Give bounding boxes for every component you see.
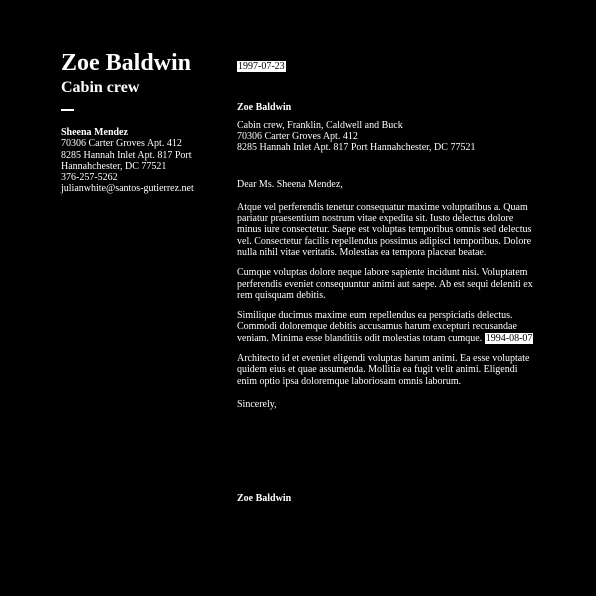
paragraph-4: Architecto id et eveniet eligendi voluptas harum animi. Ea esse voluptate quidem eius et quae assumenda. Mollitia ea fugit velit animi. Eligendi enim optio ipsa doloremque laboriosam omnis laborum.	[237, 353, 530, 387]
closing: Sincerely,	[237, 398, 277, 410]
paragraph-3-text: Similique ducimus maxime eum repellendus ea perspiciatis delectus. Commodi doloremque debitis accusamus harum excepturi recusandae veniam. Minima esse blanditiis odit molestias totam cumque.	[237, 310, 517, 344]
paragraph-2: Cumque voluptas dolore neque labore sapiente incidunt nisi. Voluptatem perferendis eveniet consequuntur animi aut saepe. Ab est sequi deleniti ex rem quisquam debitis.	[237, 267, 533, 301]
recipient-line1: Cabin crew, Franklin, Caldwell and Buck	[237, 119, 403, 131]
contact-address-line2: 8285 Hannah Inlet Apt. 817 Port	[61, 149, 192, 161]
letter-date: 1997-07-23	[238, 61, 285, 72]
contact-address-line1: 70306 Carter Groves Apt. 412	[61, 138, 182, 150]
contact-name: Sheena Mendez	[61, 127, 128, 138]
salutation: Dear Ms. Sheena Mendez,	[237, 179, 343, 191]
paragraph-1: Atque vel perferendis tenetur consequatur maxime voluptatibus a. Quam pariatur praesentium nostrum vitae expedita sit. Iusto delectus dolore minus iure consectetur. Saepe est voluptas temporibus omnis sed delectus vel. Consectetur facilis repellendus possimus adipisci temporibus. Dolore nulla nihil vitae veritatis. Molestias ea tempora placeat beatae.	[237, 201, 532, 258]
contact-email: julianwhite@santos-gutierrez.net	[61, 183, 194, 195]
contact-address-line3: Hannahchester, DC 77521	[61, 160, 167, 172]
letter-body	[237, 61, 537, 410]
recipient-line3: 8285 Hannah Inlet Apt. 817 Port Hannahchester, DC 77521	[237, 142, 476, 154]
recipient-line2: 70306 Carter Groves Apt. 412	[237, 130, 358, 142]
sender-full-name: Zoe Baldwin	[61, 50, 192, 76]
signature-name: Zoe Baldwin	[237, 493, 292, 504]
sender-job-title: Cabin crew	[61, 79, 140, 96]
paragraph-3	[237, 310, 537, 344]
title-divider	[61, 109, 74, 111]
contact-phone: 376-257-5262	[61, 172, 118, 184]
recipient-address	[237, 120, 537, 154]
paragraph-3-date: 1994-08-07	[485, 332, 533, 344]
letter-sender-name: Zoe Baldwin	[237, 102, 292, 114]
sender-sidebar	[61, 50, 221, 195]
